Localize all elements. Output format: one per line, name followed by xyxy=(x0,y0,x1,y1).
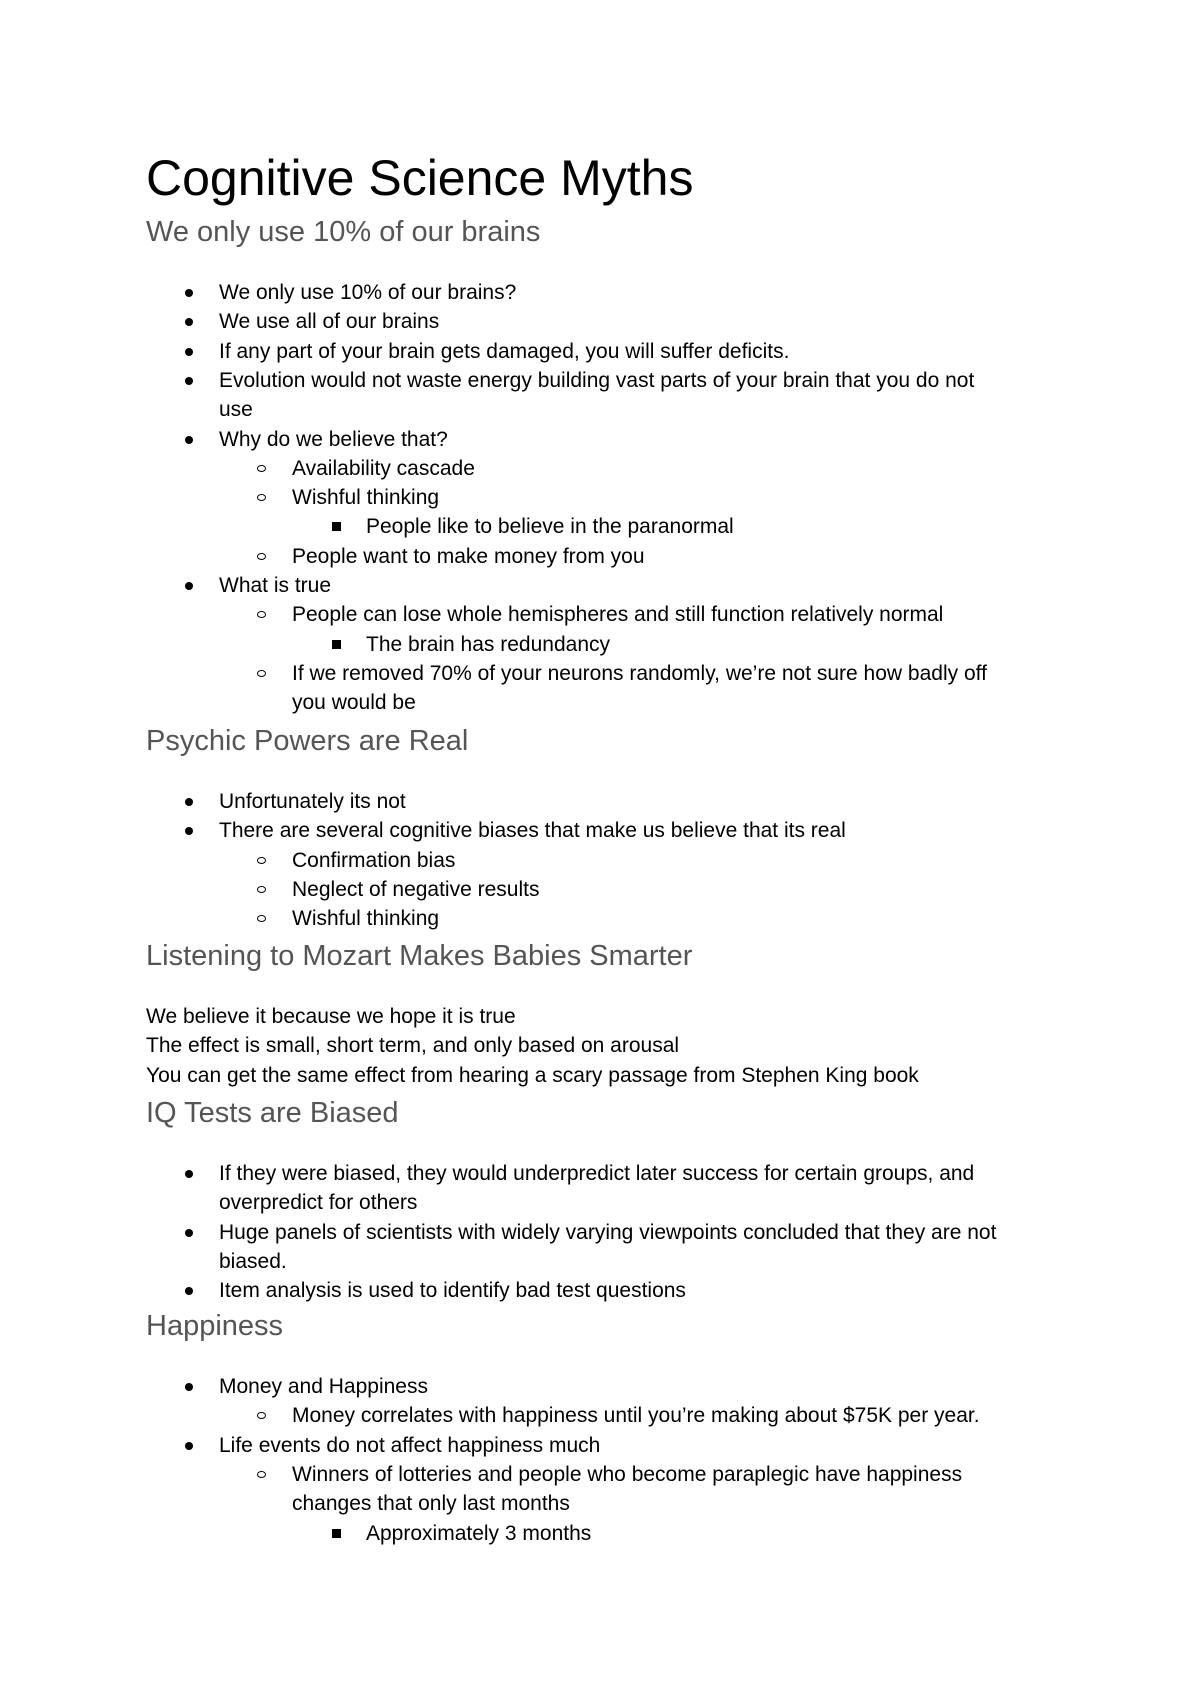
bullet-circle-icon xyxy=(257,1412,266,1419)
bullet-circle-icon xyxy=(257,465,266,472)
list-item-text: We only use 10% of our brains? xyxy=(219,281,517,304)
section-heading: IQ Tests are Biased xyxy=(146,1097,399,1129)
paragraph-line: We believe it because we hope it is true xyxy=(146,1005,516,1028)
list-item-text: What is true xyxy=(219,574,332,597)
list-item-text: If we removed 70% of your neurons randomly, we’re not sure how badly off xyxy=(292,661,987,685)
bullet-circle-icon xyxy=(257,915,266,922)
list-item-text: Money correlates with happiness until you’re making about $75K per year. xyxy=(292,1404,980,1428)
list-item-text: Evolution would not waste energy building vast parts of your brain that you do not xyxy=(219,368,975,392)
bullet-square-icon xyxy=(332,1529,341,1538)
paragraph-line: The effect is small, short term, and only based on arousal xyxy=(146,1034,680,1058)
list-item-text: Unfortunately its not xyxy=(219,790,406,813)
list-item-text: Item analysis is used to identify bad test questions xyxy=(219,1279,686,1303)
bullet-disc-icon xyxy=(185,1442,193,1450)
bullet-disc-icon xyxy=(185,289,193,297)
list-item-text: If they were biased, they would underpredict later success for certain groups, and xyxy=(219,1162,975,1185)
section-heading: Psychic Powers are Real xyxy=(146,725,469,757)
list-item-text: The brain has redundancy xyxy=(366,632,610,656)
list-item-text: Wishful thinking xyxy=(292,486,440,510)
bullet-square-icon xyxy=(332,640,341,649)
paragraph-line: You can get the same effect from hearing a scary passage from Stephen King book xyxy=(146,1063,919,1087)
bullet-disc-icon xyxy=(185,348,193,356)
list-item-text: If any part of your brain gets damaged, you will suffer deficits. xyxy=(219,339,790,363)
section-heading: Happiness xyxy=(146,1310,284,1342)
list-item-text: Neglect of negative results xyxy=(292,877,540,901)
list-item-text: Approximately 3 months xyxy=(366,1521,592,1545)
bullet-disc-icon xyxy=(185,582,193,590)
list-item-text: People like to believe in the paranormal xyxy=(366,515,734,539)
bullet-disc-icon xyxy=(185,436,193,444)
bullet-disc-icon xyxy=(185,318,193,326)
list-item-text: Availability cascade xyxy=(292,456,475,480)
list-item-text: Why do we believe that? xyxy=(219,427,448,451)
bullet-disc-icon xyxy=(185,1170,193,1178)
bullet-square-icon xyxy=(332,522,341,531)
bullet-circle-icon xyxy=(257,886,266,893)
list-item-text: you would be xyxy=(292,691,416,715)
list-item-text: People can lose whole hemispheres and still function relatively normal xyxy=(292,603,944,627)
bullet-disc-icon xyxy=(185,798,193,806)
list-item-text: Wishful thinking xyxy=(292,907,440,931)
bullet-disc-icon xyxy=(185,827,193,835)
list-item-text: Confirmation bias xyxy=(292,848,456,872)
bullet-disc-icon xyxy=(185,1383,193,1391)
list-item-text: Money and Happiness xyxy=(219,1375,428,1398)
bullet-circle-icon xyxy=(257,553,266,560)
bullet-circle-icon xyxy=(257,494,266,501)
page-title: Cognitive Science Myths xyxy=(146,150,694,206)
list-item-text: Huge panels of scientists with widely varying viewpoints concluded that they are not xyxy=(219,1220,997,1244)
section-heading: Listening to Mozart Makes Babies Smarter xyxy=(146,940,693,972)
list-item-text: biased. xyxy=(219,1249,287,1273)
bullet-disc-icon xyxy=(185,1287,193,1295)
list-item-text: use xyxy=(219,398,253,422)
list-item-text: Winners of lotteries and people who become paraplegic have happiness xyxy=(292,1462,963,1486)
bullet-circle-icon xyxy=(257,1471,266,1478)
bullet-circle-icon xyxy=(257,611,266,618)
list-item-text: We use all of our brains xyxy=(219,310,440,334)
list-item-text: changes that only last months xyxy=(292,1492,570,1516)
bullet-circle-icon xyxy=(257,670,266,677)
bullet-circle-icon xyxy=(257,857,266,864)
list-item-text: overpredict for others xyxy=(219,1191,418,1215)
list-item-text: Life events do not affect happiness much xyxy=(219,1433,601,1457)
list-item-text: People want to make money from you xyxy=(292,544,645,568)
section-heading: We only use 10% of our brains xyxy=(146,216,541,248)
list-item-text: There are several cognitive biases that make us believe that its real xyxy=(219,819,846,843)
bullet-disc-icon xyxy=(185,1229,193,1237)
bullet-disc-icon xyxy=(185,377,193,385)
